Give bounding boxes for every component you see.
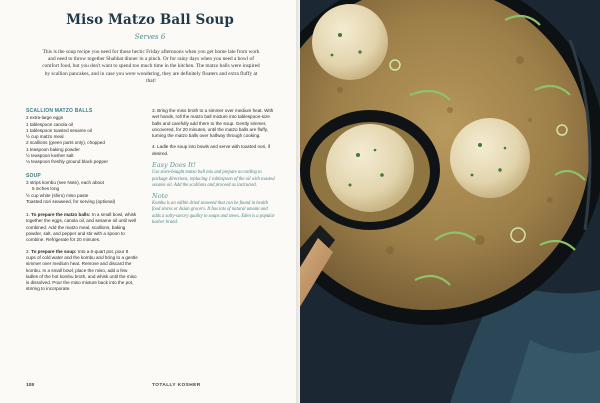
tip-heading: Easy Does It! bbox=[152, 161, 196, 170]
ingredient-item: 1 teaspoon baking powder bbox=[26, 146, 80, 152]
ingredients-column bbox=[26, 108, 138, 298]
soup-illustration bbox=[300, 0, 600, 403]
ingredient-item: 1 tablespoon toasted sesame oil bbox=[26, 127, 92, 133]
tip-text: Use store-bought matzo ball mix and prepare according to package directions, replacing 1 tablespoon of the oil with toasted sesame oil. Add the scallions and proceed as instructed. bbox=[152, 170, 275, 188]
step-number: 2. bbox=[26, 248, 30, 254]
step-text: Ladle the soup into bowls and serve with toasted nori, if desired. bbox=[152, 144, 270, 156]
step-2 bbox=[26, 249, 138, 293]
step-number: 4. bbox=[152, 144, 156, 150]
step-number: 1. bbox=[26, 212, 30, 218]
step-text: Into a 6-quart pot, pour 8 cups of cold water and the kombu and bring to a gentle simmer over medium heat. Remove and discard the kombu. In a small bowl, place the miso, add a few ladles of the hot kombu broth, and whisk until the miso is dissolved. Pour the miso mixture back into the pot, stirring to incorporate. bbox=[26, 248, 138, 292]
page-number: 108 bbox=[26, 383, 35, 388]
ingredient-item: 2 scallions (green parts only), chopped bbox=[26, 140, 105, 146]
ingredient-item: ½ cup matzo meal bbox=[26, 134, 64, 140]
method-column bbox=[152, 108, 276, 230]
ingredient-item: 1 tablespoon canola oil bbox=[26, 121, 73, 127]
ingredient-item: ⅛ teaspoon freshly ground black pepper bbox=[26, 159, 108, 165]
ingredient-item: 3 strips kombu (see Note), each about bbox=[26, 179, 104, 185]
ingredient-item: 2 extra-large eggs bbox=[26, 115, 64, 121]
step-text: In a small bowl, whisk together the eggs, canola oil, and sesame oil until well combined. Add the matzo meal, scallions, baking powder, salt, and pepper and stir with a spoon to combine. Refrigerate for 20 minutes. bbox=[26, 212, 137, 243]
step-number: 3. bbox=[152, 108, 156, 113]
note-heading: Note bbox=[152, 191, 169, 200]
soup-photo bbox=[300, 0, 600, 403]
step-1 bbox=[26, 212, 138, 243]
ingredient-item: Toasted nori seaweed, for serving (optional) bbox=[26, 198, 116, 204]
serves-label: Serves 6 bbox=[134, 33, 166, 41]
note-text: Kombu is an edible dried seaweed that can be found in health food stores or Asian grocers. It has lots of natural umami and adds a salty-savory quality to soups and stews. Eden is a popular kosher brand. bbox=[152, 201, 275, 225]
running-head: TOTALLY KOSHER bbox=[152, 383, 201, 388]
ingredient-item: ½ cup white (shiro) miso paste bbox=[26, 192, 89, 198]
recipe-title: Miso Matzo Ball Soup bbox=[66, 12, 234, 28]
ingredient-item: ½ teaspoon kosher salt bbox=[26, 153, 74, 159]
step-lead: To prepare the soup: bbox=[31, 248, 77, 254]
step-3 bbox=[152, 108, 276, 139]
recipe-intro: This is the soup recipe you need for those hectic Friday afternoons when you get home late from work and need to throw together Shabbat dinner in a pinch. Or for rainy days when you need a bowl of comfort food, but you don't want to spend too much time in the kitchen. The matzo balls were inspired by scallion pancakes, and in case you were wondering, they are definitely floaters and extra fluffy at that! bbox=[42, 49, 260, 84]
matzo-balls-heading: SCALLION MATZO BALLS bbox=[26, 108, 93, 114]
step-lead: To prepare the matzo balls: bbox=[31, 212, 91, 218]
step-4 bbox=[152, 144, 276, 157]
soup-heading: SOUP bbox=[26, 172, 41, 179]
ingredient-item: 5 inches long bbox=[32, 186, 60, 192]
step-text: Bring the miso broth to a simmer over medium heat. With wet hands, roll the matzo ball mixture into tablespoon-size balls and carefully add them to the soup. Gently simmer, uncovered, for 20 minutes, until the matzo balls are fluffy, turning the matzo balls over halfway through cooking. bbox=[152, 108, 274, 139]
